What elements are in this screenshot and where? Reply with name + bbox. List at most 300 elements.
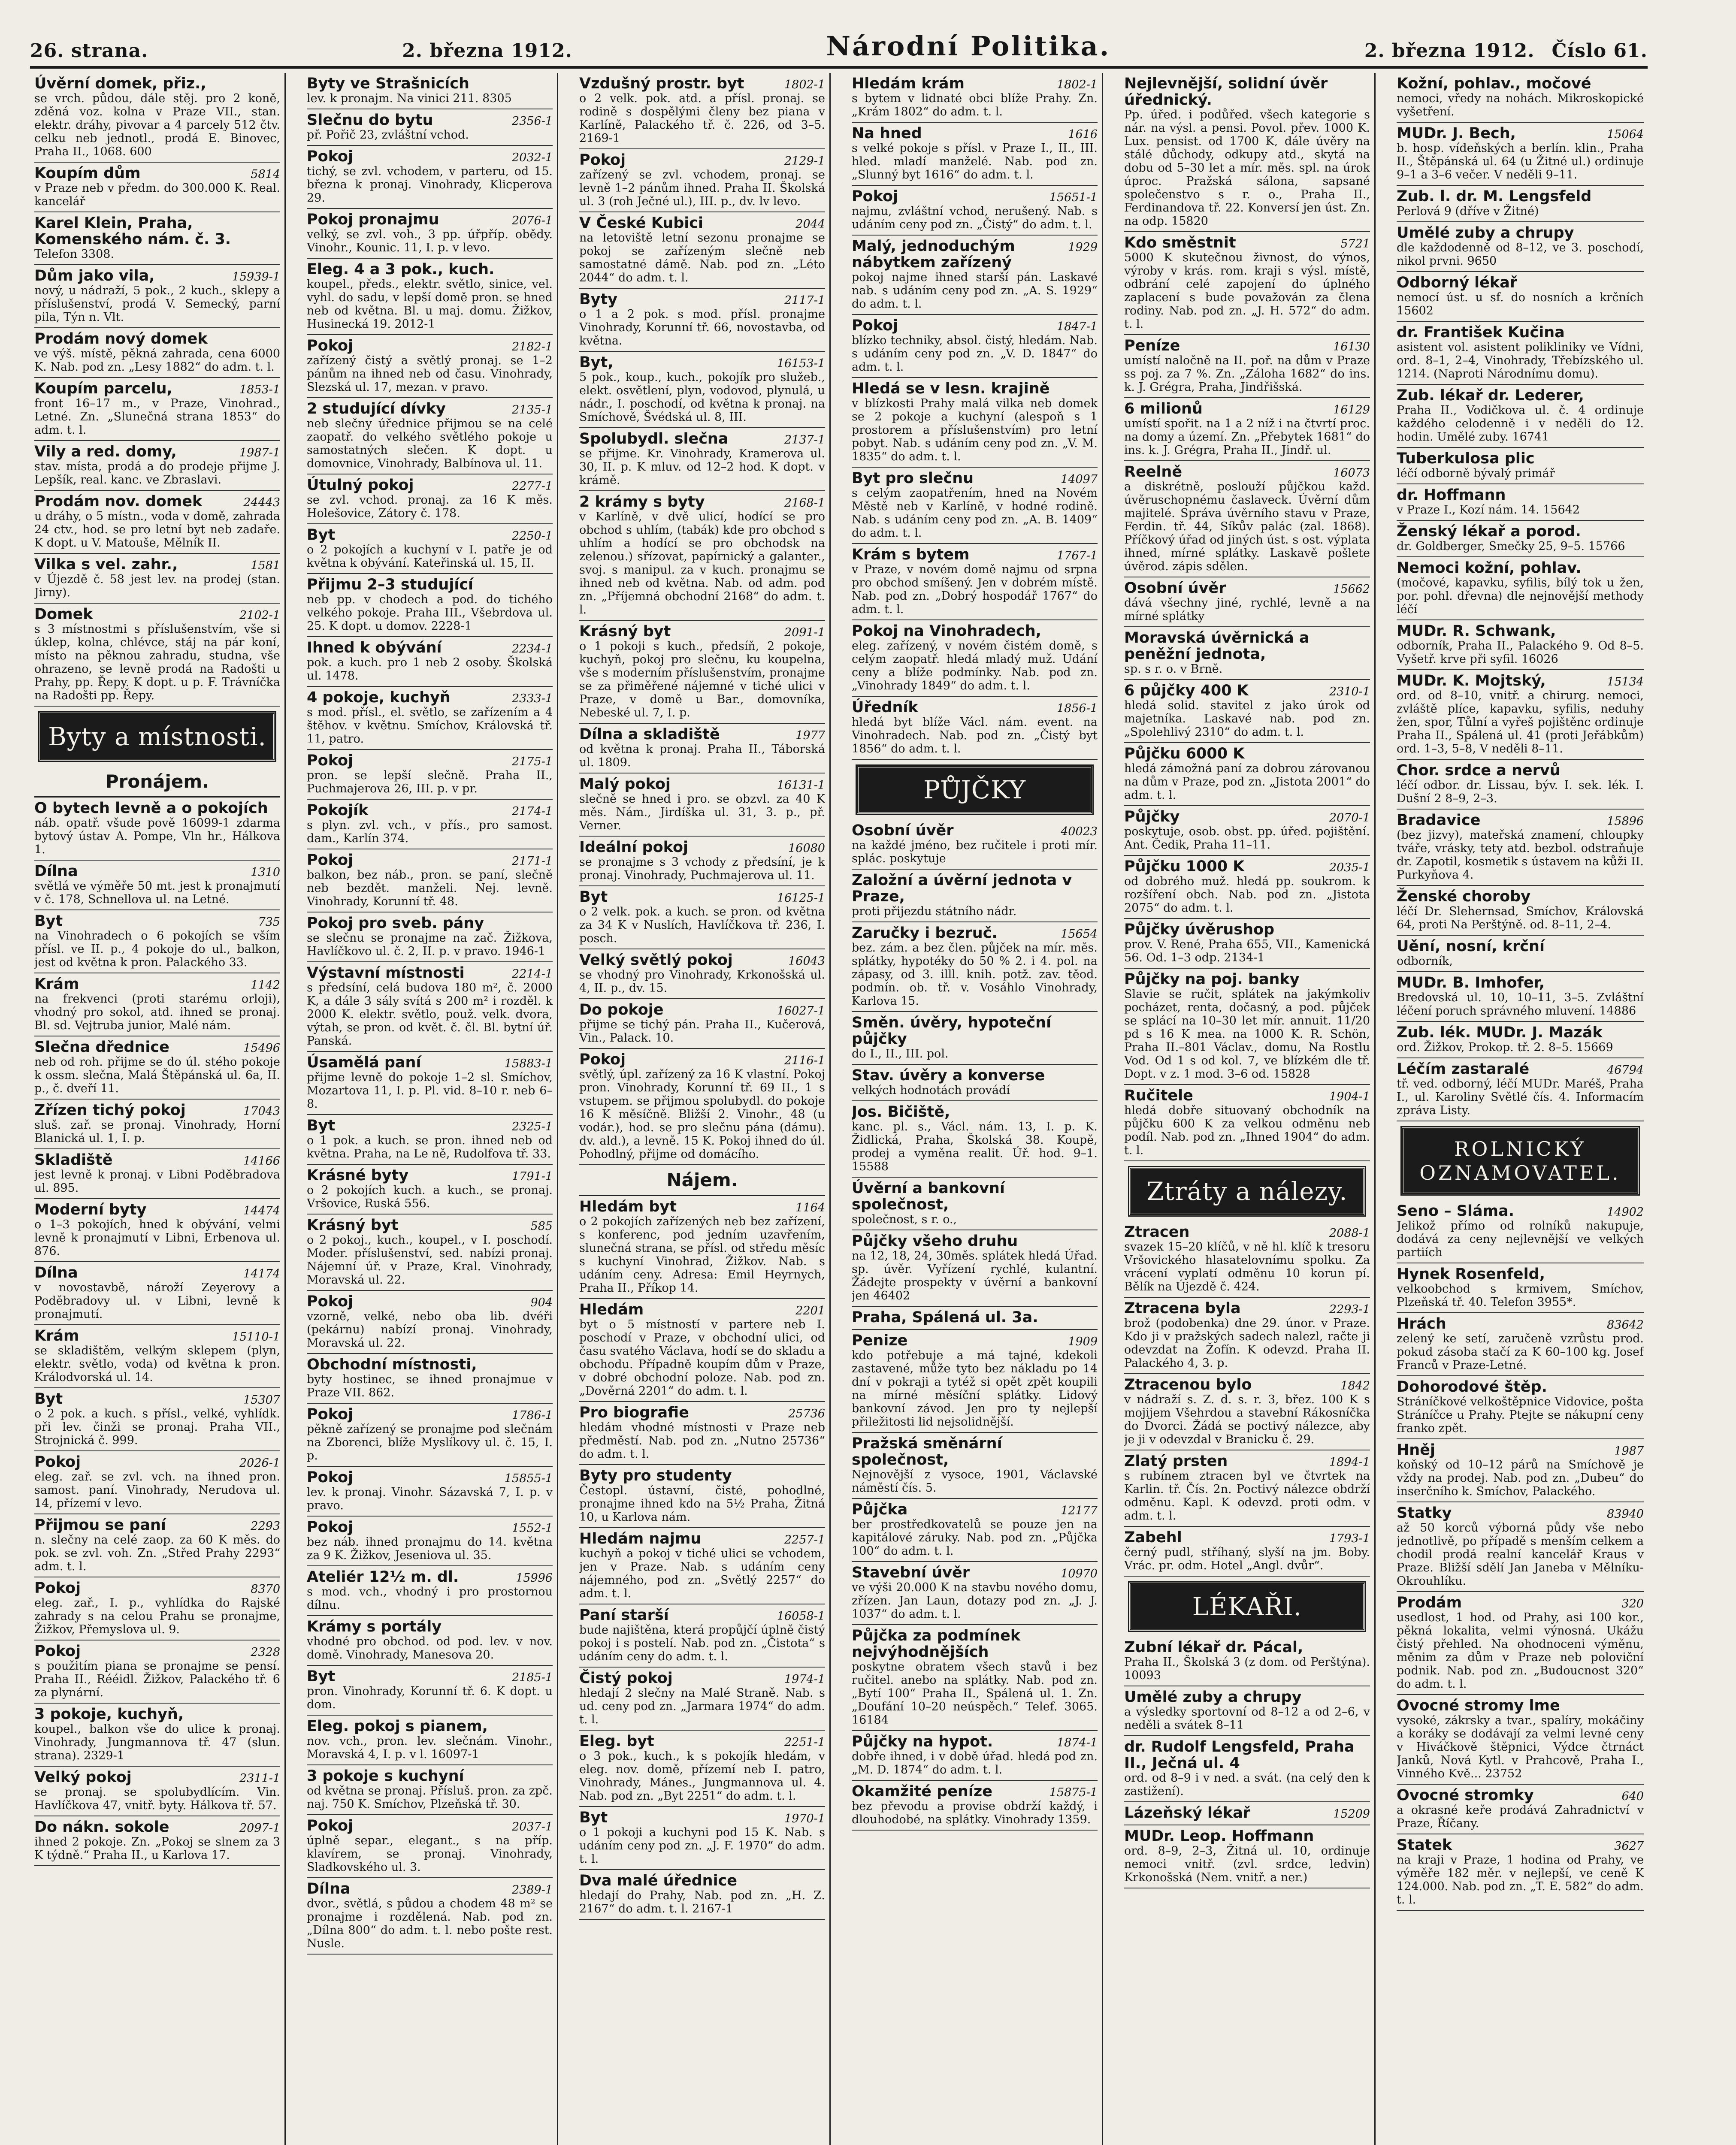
- ad-header: [579, 1531, 825, 1547]
- ad-title: Pokoj: [307, 852, 354, 869]
- ad-reference-number: 83940: [1607, 1508, 1644, 1521]
- section-subheading: Nájem.: [579, 1165, 825, 1196]
- ad-reference-number: 2035-1: [1329, 861, 1370, 874]
- ad-body-text: náb. opatř. všude pově 16099-1 zdarma bytový ústav A. Pompe, Vln hr., Hálkova 1.: [34, 816, 280, 856]
- ad-header: [307, 527, 553, 543]
- classified-ad: [34, 328, 280, 378]
- ad-body-text: o 1 pokoji a kuchyni pod 15 K. Nab. s udáním ceny pod zn. „J. F. 1970“ do adm. t. l.: [579, 1826, 825, 1866]
- ad-reference-number: 2026-1: [239, 1456, 280, 1470]
- ad-header: [579, 1405, 825, 1421]
- ad-title: Krásné byty: [307, 1167, 409, 1184]
- ad-reference-number: 15496: [243, 1042, 280, 1055]
- classified-ad: [1124, 461, 1370, 577]
- classified-ad: [1124, 743, 1370, 806]
- classified-ad: [307, 1815, 553, 1878]
- ad-body-text: o 2 pokojích zařízených neb bez zařízení, s konferenc, pod jedním uzavřením, slunečná strana, se přísl. od středu měsíc s kuchyní Vinohrad, Žižkov. Nab. s udáním ceny. Adresa: Emil Heyrnych, Praha II., Příkop 14.: [579, 1215, 825, 1295]
- classified-ad: [34, 1451, 280, 1514]
- ad-reference-number: 17043: [243, 1105, 280, 1118]
- ad-header: [1124, 464, 1370, 480]
- classified-ad: [1397, 1200, 1644, 1263]
- ad-title: Dílna: [307, 1880, 351, 1897]
- ad-header: [579, 1810, 825, 1826]
- ad-body-text: s rubínem ztracen byl ve čtvrtek na Karlin. tř. Čís. 2n. Poctivý nálezce obdrží odměnu. Kapl. K odevzd. proti odm. v adm. t. l.: [1124, 1469, 1370, 1523]
- ad-title: Hledám najmu: [579, 1530, 702, 1547]
- ad-body-text: hledá dobře situovaný obchodník na půjčku 600 K za velkou odměnu neb podíl. Nab. pod zn. „Ihned 1904“ do adm. t. l.: [1124, 1104, 1370, 1157]
- ad-title: Osobní úvěr: [852, 822, 954, 839]
- ad-header: [34, 331, 280, 347]
- ad-body-text: se zvl. vchod. pronaj. za 16 K měs. Holešovice, Zátory č. 178.: [307, 493, 553, 520]
- classified-ad: [1397, 810, 1644, 886]
- ad-body-text: s předsíní, celá budova 180 m², č. 2000 K, a dále 3 sály svítá s 200 m² i rozděl. k 2000 K. elektr. světlo, použ. velk. dvora, výtah, se pron. od květ. č. čl. Bl. bytní úř. Panská.: [307, 981, 553, 1048]
- ad-body-text: dvor., světlá, s půdou a chodem 48 m² se pronajme i rozdělená. Nab. pod zn. „Dílna 800“ do adm. t. l. nebo pošte rest. Nusle.: [307, 1897, 553, 1950]
- ad-header: [1397, 450, 1644, 467]
- ad-header: [34, 1643, 280, 1659]
- ad-body-text: hledají 2 slečny na Malé Straně. Nab. s ud. ceny pod zn. „Jarmara 1974“ do adm. t. l.: [579, 1686, 825, 1726]
- ad-reference-number: 15939-1: [232, 270, 280, 284]
- ad-title: Jos. Bičiště,: [852, 1103, 950, 1121]
- ad-reference-number: 16058-1: [777, 1610, 825, 1623]
- ad-header: [852, 1180, 1098, 1213]
- ad-title: Směn. úvěry, hypoteční půjčky: [852, 1014, 1052, 1048]
- ad-reference-number: 1581: [251, 559, 280, 572]
- ad-header: [1124, 76, 1370, 108]
- ad-header: [34, 76, 280, 92]
- ad-body-text: pok. a kuch. pro 1 neb 2 osoby. Školská ul. 1478.: [307, 656, 553, 683]
- ad-body-text: svazek 15–20 klíčů, v ně hl. klíč k tresoru Vršovického hlasatelovnímu spolku. Za vrácení vyplatí odměnu 10 korun pí. Bělík na Újezdě č. 424.: [1124, 1240, 1370, 1293]
- section-banner: Byty a místnosti.: [39, 713, 275, 761]
- ad-body-text: poskytne obratem všech stavů i bez ručitel. anebo na splátky. Nab. pod zn. „Bytí 100“ Praha II., Spálená ul. 1. Zn. „Doufání 10–20 neúspěch.“ Telef. 3065. 16184: [852, 1660, 1098, 1727]
- ad-reference-number: 15654: [1061, 927, 1098, 941]
- ad-reference-number: 16131-1: [777, 779, 825, 792]
- ad-header: [307, 148, 553, 165]
- ad-title: Zaručky i bezruč.: [852, 924, 998, 942]
- classified-ad: [307, 1165, 553, 1214]
- ad-title: dr. Hoffmann: [1397, 486, 1506, 504]
- ad-body-text: n. slečny na celé zaop. za 60 K měs. do pok. se zvl. voh. Zn. „Střed Prahy 2293“ adm. t. l.: [34, 1533, 280, 1573]
- ad-reference-number: 2102-1: [239, 609, 280, 622]
- ad-reference-number: 1987: [1614, 1444, 1644, 1458]
- ad-header: [579, 623, 825, 640]
- ad-title: Byty: [579, 291, 618, 308]
- ad-title: Vily a red. domy,: [34, 443, 177, 460]
- classified-ad: [1124, 1527, 1370, 1577]
- ad-body-text: o 3 pok., kuch., k s pokojík hledám, v eleg. nov. domě, přízemí neb I. patro, Vinohrady, Mánes., Jungmannova ul. 4. Nab. pod zn. „Byt 2251“ do adm. t. l.: [579, 1749, 825, 1803]
- ad-body-text: stav. místa, prodá a do prodeje přijme J. Lepšík, real. kanc. ve Zbraslavi.: [34, 460, 280, 486]
- classified-ad: [34, 441, 280, 491]
- ad-body-text: od května se pronaj. Přísluš. pron. za zpč. naj. 750 K. Smíchov, Plzeňská tř. 30.: [307, 1784, 553, 1811]
- classified-ad: [579, 1299, 825, 1402]
- ad-reference-number: 1842: [1340, 1379, 1370, 1393]
- ad-title: Karel Klein, Praha, Komenského nám. č. 3.: [34, 214, 231, 248]
- ad-reference-number: 1853-1: [239, 383, 280, 396]
- ad-body-text: sp. s r. o. v Brně.: [1124, 662, 1223, 676]
- ad-header: [307, 1668, 553, 1685]
- classified-ad: [307, 109, 553, 146]
- ad-header: [34, 606, 280, 622]
- classified-ad: [852, 378, 1098, 468]
- classified-ad: [1397, 1592, 1644, 1695]
- ad-title: Ztracenou bylo: [1124, 1376, 1252, 1393]
- ad-header: [1397, 188, 1644, 205]
- ad-title: Hledá se v lesn. krajině: [852, 380, 1050, 397]
- ad-header: [307, 1718, 553, 1734]
- classified-ad: [1397, 1058, 1644, 1121]
- classified-ad: [34, 1100, 280, 1149]
- ad-title: Vzdušný prostr. byt: [579, 75, 744, 92]
- ad-body-text: koupel., balkon vše do ulice k pronaj. Vinohrady, Jungmannova tř. 47 (slun. strana). 2329-1: [34, 1722, 280, 1762]
- ad-body-text: Slavie se ručit, splátek na jakýmkoliv pocházet, renta, dočasný, a pod. půjček se splácí na 10–30 let mír. annuit. 11/20 pd s 16 K mea. na 1000 K. R. Schön, Praha II.–801 Václav., domu, Na Rostlu Vod. Od 1 s od kol. 7, ve blízkém dle tř. Dopt. v z. 1 mod. 3–6 od. 15828: [1124, 988, 1370, 1081]
- ad-title: Velký pokoj: [34, 1769, 132, 1786]
- classified-ad: [34, 554, 280, 604]
- ad-title: Byt: [579, 888, 608, 906]
- ad-header: [579, 354, 825, 371]
- classified-ad: [852, 123, 1098, 186]
- classified-ad: [1397, 322, 1644, 385]
- ad-body-text: o 1 pok. a kuch. se pron. ihned neb od května. Praha, na Le ně, Rudolfova tř. 33.: [307, 1134, 553, 1160]
- ad-reference-number: 2389-1: [511, 1883, 553, 1897]
- ad-title: Krám: [34, 1327, 79, 1344]
- masthead: [30, 26, 1648, 69]
- classified-ad: [1124, 1298, 1370, 1374]
- ad-title: Půjčky: [1124, 808, 1180, 825]
- ad-header: [1397, 1203, 1644, 1219]
- ad-header: [852, 1309, 1098, 1326]
- ad-body-text: s bytem v lidnaté obci blíže Prahy. Zn. „Krám 1802“ do adm. t. l.: [852, 92, 1098, 118]
- ad-title: Pokoj: [579, 151, 626, 169]
- classified-ad: [307, 1354, 553, 1404]
- ad-reference-number: 1802-1: [1056, 78, 1098, 91]
- classified-ad: [852, 1101, 1098, 1178]
- ad-title: Ateliér 12½ m. dl.: [307, 1568, 459, 1586]
- ad-title: Lázeňský lékař: [1124, 1804, 1250, 1822]
- ad-reference-number: 1929: [1068, 241, 1098, 254]
- classified-ad: [307, 849, 553, 912]
- classified-ad: [1397, 1695, 1644, 1785]
- ad-title: Zlatý prsten: [1124, 1453, 1228, 1470]
- ad-header: [1397, 1442, 1644, 1458]
- ad-header: [852, 470, 1098, 486]
- classified-ad: [579, 837, 825, 886]
- ad-title: Čistý pokoj: [579, 1670, 673, 1687]
- ad-body-text: ord. 8–9, 2–3, Žitná ul. 10, ordinuje nemoci vnitř. (zvl. srdce, ledvin) Krkonošská (Nem. vnitř. a ner.): [1124, 1844, 1370, 1884]
- ad-reference-number: 24443: [243, 496, 280, 509]
- ad-header: [34, 215, 280, 248]
- ad-header: [852, 1502, 1098, 1518]
- classified-ad: [307, 1052, 553, 1115]
- ad-body-text: poskytuje, osob. obst. pp. úřed. pojištění. Ant. Čedik, Praha 11–11.: [1124, 825, 1370, 852]
- classified-ad: [852, 1307, 1098, 1330]
- ad-body-text: pron. Vinohrady, Korunní tř. 6. K dopt. u dom.: [307, 1685, 553, 1711]
- ad-reference-number: 1142: [251, 979, 280, 992]
- ad-body-text: společnost, s r. o.,: [852, 1213, 957, 1226]
- ad-title: Pokoj: [307, 337, 354, 354]
- ad-body-text: dle každodenně od 8–12, ve 3. poschodí, nikol prvni. 9650: [1397, 241, 1644, 268]
- ad-header: [1397, 487, 1644, 503]
- ad-title: Byt: [307, 1117, 336, 1134]
- ad-reference-number: 16043: [788, 955, 825, 968]
- ad-body-text: o 1–3 pokojích, hned k obývání, velmi levně k pronajmutí v Libni, Erbenova ul. 876.: [34, 1218, 280, 1258]
- ad-reference-number: 2201: [795, 1304, 825, 1317]
- ad-title: Pokoj: [307, 1469, 354, 1486]
- ad-title: 2 krámy s byty: [579, 493, 705, 511]
- ad-title: Penize: [852, 1332, 908, 1349]
- classified-ad: [852, 73, 1098, 123]
- ad-reference-number: 2328: [251, 1646, 280, 1659]
- ad-title: Hledám: [579, 1301, 644, 1318]
- ad-title: Malý pokoj: [579, 776, 671, 793]
- ad-body-text: umístí spořit. na 1 a 2 níž i na čtvrtí proc. na domy a území. Zn. „Přebytek 1681“ do ins. k. J. Grégra, Praha II., Jindř. ul.: [1124, 417, 1370, 457]
- ad-header: [1397, 125, 1644, 142]
- classified-ad: [1397, 1834, 1644, 1911]
- classified-ad: [307, 398, 553, 474]
- ad-title: Půjčku 1000 K: [1124, 858, 1245, 875]
- ad-reference-number: 2293: [251, 1520, 280, 1533]
- ad-title: Dílna: [34, 863, 78, 880]
- ad-reference-number: 15855-1: [504, 1472, 553, 1485]
- ad-body-text: na každé jméno, bez ručitele i proti mír. splác. poskytuje: [852, 839, 1098, 865]
- ad-header: [579, 889, 825, 905]
- ad-body-text: Bredovská ul. 10, 10–11, 3–5. Zvláštní léčení poruch správného mluvení. 14886: [1397, 991, 1644, 1018]
- ad-reference-number: 2277-1: [511, 480, 553, 493]
- ad-title: Hrách: [1397, 1315, 1446, 1332]
- ad-reference-number: 640: [1621, 1790, 1644, 1803]
- ad-header: [34, 1328, 280, 1344]
- ad-body-text: Praha II., Vodičkova ul. č. 4 ordinuje každého celodenně i v neděli do 12. hodin. Umělé zuby. 16741: [1397, 404, 1644, 444]
- ad-body-text: a výsledky sportovní od 8–12 a od 2–6, v neděli a svátek 8–11: [1124, 1705, 1370, 1732]
- ad-reference-number: 1164: [795, 1201, 825, 1214]
- classified-ad: [1397, 557, 1644, 620]
- ad-header: [307, 477, 553, 493]
- ad-title: Úředník: [852, 699, 918, 716]
- ad-reference-number: 40023: [1061, 825, 1098, 838]
- ad-body-text: Telefon 3308.: [34, 248, 115, 261]
- ad-reference-number: 2174-1: [511, 805, 553, 818]
- ad-header: [1397, 1595, 1644, 1611]
- ad-reference-number: 3627: [1614, 1840, 1644, 1853]
- ad-title: Zabehl: [1124, 1529, 1182, 1546]
- classified-ad: [34, 73, 280, 163]
- ad-header: [1397, 324, 1644, 341]
- ad-body-text: v Újezdě č. 58 jest lev. na prodej (stan. Jirny).: [34, 573, 280, 599]
- ad-title: Okamžité peníze: [852, 1783, 992, 1800]
- ad-reference-number: 2168-1: [784, 496, 825, 510]
- classified-ad: [1397, 484, 1644, 521]
- ad-title: Eleg. byt: [579, 1733, 654, 1750]
- ad-title: Zub. lék. MUDr. J. Mazák: [1397, 1024, 1603, 1041]
- ad-title: MUDr. Leop. Hoffmann: [1124, 1828, 1314, 1845]
- classified-ad: [307, 1566, 553, 1616]
- classified-ad: [307, 335, 553, 398]
- ad-header: [1397, 812, 1644, 828]
- ad-body-text: hledám vhodné místnosti v Praze neb předměstí. Nab. pod zn. „Nutno 25736“ do adm. t. l.: [579, 1421, 825, 1461]
- ad-body-text: Perlová 9 (dříve v Žitné): [1397, 205, 1539, 218]
- ad-header: [579, 839, 825, 855]
- ad-body-text: v Karlíně, v dvě ulicí, hodící se pro obchod s uhlím, (tabák) kde pro obchod s uhlím a hodící se pro obchodsk na zelenou.) sřízovat, papírnický a galanter., svoj. s manipul. za v kuch. pronajmu se ihned neb od května. Nab. od adm. pod zn. „Příjemná obchodní 2168“ do adm. t. l.: [579, 510, 825, 616]
- ad-header: [1397, 225, 1644, 241]
- ad-title: Bradavice: [1397, 812, 1481, 829]
- classified-ad: [579, 289, 825, 352]
- ad-reference-number: 2175-1: [511, 755, 553, 768]
- ad-header: [852, 1233, 1098, 1249]
- ad-title: Pokoj pronajmu: [307, 211, 439, 228]
- classified-ad: [1124, 1686, 1370, 1736]
- ad-body-text: zařízený se zvl. vchodem, pronaj. se levně 1–2 pánům ihned. Praha II. Školská ul. 3 (roh Ječné ul.), III. p., dv. lv levo.: [579, 168, 825, 208]
- ad-title: Půjčky úvěrushop: [1124, 921, 1275, 938]
- ad-body-text: dr. Goldberger, Smečky 25, 9–5. 15766: [1397, 540, 1625, 553]
- classified-ad: [1124, 1802, 1370, 1825]
- classified-ad: [307, 1214, 553, 1291]
- classified-ad: [852, 870, 1098, 922]
- ad-header: [307, 112, 553, 128]
- ad-body-text: 5000 K skutečnou živnost, do výnos, výroby v krás. rom. kraji s výsl. místě, odbrání celé zapojení do úplného zaplacení s bude považován za člena rodiny. Nab. pod zn. „J. H. 572“ do adm. t. l.: [1124, 251, 1370, 331]
- ad-title: Krásný byt: [579, 623, 671, 640]
- ad-body-text: v novostavbě, nároží Zeyerovy a Poděbradovy ul. v Libni, levně k pronajmutí.: [34, 1281, 280, 1321]
- ad-body-text: pron. se lepší slečně. Praha II., Puchmajerova 26, III. p. v pr.: [307, 769, 553, 795]
- ad-title: Pokoj: [852, 188, 898, 205]
- ad-title: Slečna dřednice: [34, 1039, 169, 1056]
- ad-title: Výstavní místnosti: [307, 964, 465, 982]
- ad-title: Pro biografie: [579, 1404, 689, 1421]
- classified-ad: [307, 524, 553, 574]
- classified-ad: [1397, 385, 1644, 448]
- classified-ad: [852, 544, 1098, 620]
- ad-reference-number: 14902: [1607, 1205, 1644, 1219]
- classified-ad: [1397, 886, 1644, 936]
- ad-header: [1124, 971, 1370, 988]
- ad-body-text: najmu, zvláštní vchod, nerušený. Nab. s udáním ceny pod zn. „Čistý“ do adm. t. l.: [852, 205, 1098, 231]
- ad-body-text: front 16–17 m., v Praze, Vinohrad., Letné. Zn. „Slunečná strana 1853“ do adm. t. l.: [34, 397, 280, 437]
- ad-title: 3 pokoje s kuchyní: [307, 1767, 464, 1785]
- ad-body-text: až 50 korců výborná půdy vše nebo jednotlivě, po případě s menším celkem a chodil prodá realní kancelář Kraus v Praze. Bližší sdělí Jan Janeba v Mělníku-Okrouhlíku.: [1397, 1521, 1644, 1588]
- classified-ad: [579, 428, 825, 491]
- ad-reference-number: 1802-1: [784, 78, 825, 91]
- classified-ad: [1124, 232, 1370, 335]
- classified-ad: [1124, 856, 1370, 919]
- ad-body-text: dává všechny jiné, rychlé, levně a na mírné splátky: [1124, 596, 1370, 623]
- classified-ad: [1397, 448, 1644, 484]
- ad-title: Dílna a skladiště: [579, 726, 720, 743]
- ad-title: Ideální pokoj: [579, 839, 689, 856]
- classified-ad: [307, 1666, 553, 1716]
- ad-header: [852, 925, 1098, 941]
- classified-ad: [579, 1049, 825, 1165]
- ad-header: [852, 76, 1098, 92]
- ad-body-text: usedlost, 1 hod. od Prahy, asi 100 kor., pěkná lokalita, velmi výnosná. Ukážu čistý přehled. Na ohodnoceni výměnu, měnim za dům v Praze neb poloviční podnik. Nab. pod zn. „Budoucnost 320“ do adm. t. l.: [1397, 1611, 1644, 1691]
- classified-ad: [1124, 806, 1370, 856]
- classified-ad: [1124, 1221, 1370, 1298]
- ad-header: [34, 1102, 280, 1118]
- classified-ad: [579, 1870, 825, 1920]
- ad-body-text: se pronajme s 3 vchody z předsíní, je k pronaj. Vinohrady, Puchmajerova ul. 11.: [579, 855, 825, 882]
- classified-ad: [307, 259, 553, 335]
- ad-reference-number: 2044: [795, 218, 825, 231]
- ad-title: Pokoj: [579, 1051, 626, 1068]
- ad-title: Velký světlý pokoj: [579, 952, 733, 969]
- ad-header: [1397, 1787, 1644, 1804]
- classified-ad: [1397, 1022, 1644, 1058]
- ad-reference-number: 15875-1: [1049, 1786, 1098, 1799]
- ad-body-text: Pp. úřed. i podůřed. všech kategorie s nár. na výsl. a pensi. Povol. přev. 1000 K. Lux. pensist. od 1700 K, dále úvěry na stálé důchody, odkupy atd., skytá na dobu od 5–30 let a mír. měs. spl. na úrok úproc. Pražská sálona, sapsané společenstvo s r. o., Praha II., Ferdinandova tř. 22. Konversí jen úst. Zn. na odp. 15820: [1124, 108, 1370, 228]
- ad-header: [852, 1565, 1098, 1581]
- classified-ad: [1124, 398, 1370, 461]
- ad-reference-number: 2135-1: [511, 403, 553, 417]
- ad-reference-number: 2310-1: [1329, 685, 1370, 698]
- ad-reference-number: 1793-1: [1329, 1532, 1370, 1545]
- issue-date-left: 2. března 1912.: [402, 40, 572, 62]
- ad-body-text: brož (podobenka) dne 29. únor. v Praze. Kdo ji v pražských sadech nalezl, račte ji odevzdat na Žofín. K odevzd. Praha II. Palackého 4, 3. p.: [1124, 1317, 1370, 1370]
- ad-body-text: lev. k pronajm. Na vinici 211. 8305: [307, 92, 512, 105]
- ad-header: [579, 431, 825, 447]
- classified-ad: [852, 620, 1098, 697]
- ad-body-text: eleg. zař., I. p., vyhlídka do Rajské zahrady s na celou Prahu se pronajme, Žižkov, Přemyslova ul. 9.: [34, 1596, 280, 1636]
- classified-ad: [579, 1668, 825, 1731]
- ad-body-text: eleg. zař. se zvl. vch. na ihned pron. samost. paní. Vinohrady, Nerudova ul. 14, přízemí v levo.: [34, 1470, 280, 1510]
- ad-header: [579, 952, 825, 968]
- classified-ad: [1124, 1374, 1370, 1450]
- ad-title: Byt,: [579, 354, 614, 371]
- ad-reference-number: 15307: [243, 1393, 280, 1407]
- ad-body-text: s 3 místnostmi s příslušenstvím, vše si úklep, kolna, chlévce, stáj na pár koní, místo na pěknou zahradu, studna, vše ohrazeno, se levně prodá na Radošti u Prahy, pp. Řepy. K dopt. u p. F. Trávníčka na Radošti pp. Řepy.: [34, 622, 280, 702]
- section-banner: LÉKAŘI.: [1129, 1583, 1365, 1631]
- ad-header: [852, 1734, 1098, 1750]
- classified-ad: [34, 491, 280, 554]
- ad-title: Krám s bytem: [852, 546, 970, 563]
- ad-body-text: Praha II., Školská 3 (z dom. od Perštýna). 10093: [1124, 1656, 1370, 1682]
- column-4: [847, 73, 1103, 2145]
- ad-title: Pokoj: [852, 317, 898, 334]
- classified-ad: [579, 73, 825, 149]
- ad-body-text: odborník, Praha II., Palackého 9. Od 8–5. Vyšetř. krve při syfil. 16026: [1397, 639, 1644, 666]
- ad-body-text: eleg. zařízený, v novém čistém domě, s celým zaopatř. hledá mladý muž. Udání ceny a blíže podmínky. Nab. pod zn. „Vinohrady 1849“ do adm. t. l.: [852, 639, 1098, 692]
- ad-reference-number: 16073: [1333, 466, 1370, 480]
- ad-header: [579, 494, 825, 510]
- ad-header: [34, 1202, 280, 1218]
- ad-header: [1397, 1316, 1644, 1332]
- ad-title: Pokoj: [307, 148, 354, 165]
- classified-ad: [1397, 222, 1644, 272]
- classified-ad: [34, 1199, 280, 1262]
- ad-reference-number: 2037-1: [511, 1820, 553, 1834]
- classified-ad: [34, 1767, 280, 1816]
- classified-ad: [852, 1731, 1098, 1781]
- classified-ad: [307, 800, 553, 849]
- classified-ad: [307, 1616, 553, 1666]
- ad-reference-number: 15110-1: [232, 1330, 280, 1344]
- ad-header: [579, 1302, 825, 1318]
- classified-ad: [852, 1178, 1098, 1230]
- classified-ad: [579, 1402, 825, 1465]
- ad-title: Moravská úvěrnická a peněžní jednota,: [1124, 629, 1310, 663]
- ad-body-text: se vrch. půdou, dále stěj. pro 2 koně, zděná voz. kolna v Praze VII., stan. elektr. dráhy, pivovar a 4 parcely 512 čtv. celku neb jednotl., prodá E. Binovec, Praha II., 1068. 600: [34, 92, 280, 158]
- ad-body-text: pěkně zařízený se pronajme pod slečnám na Zborenci, blíže Myslíkovy ul. č. 15, I. p.: [307, 1423, 553, 1462]
- ad-body-text: zelený ke setí, zaručeně vzrůstu prod. pokud zásoba stačí za K 60–100 kg. Josef Franců v Praze-Letné.: [1397, 1332, 1644, 1372]
- ad-body-text: v nádraží s. Z. d. s. r. 3, břez. 100 K s mojijem Všehrdou a stavební Rákosníčka do Dvorci. Žádá se poctivý nálezce, aby je ji v odevzdal v Branicku č. 29.: [1124, 1393, 1370, 1446]
- ad-reference-number: 1552-1: [511, 1522, 553, 1535]
- ad-reference-number: 1767-1: [1056, 549, 1098, 562]
- page-number: 26. strana.: [30, 40, 148, 62]
- ad-header: [34, 976, 280, 992]
- ad-header: [1124, 235, 1370, 251]
- ad-body-text: (bez jizvy), mateřská znamení, chloupky tváře, vrásky, tety atd. bezbol. odstraňuje dr. Zapotil, kosmetik s ústavem na kůži II. Purkyňova 4.: [1397, 828, 1644, 882]
- ad-title: Půjčku 6000 K: [1124, 745, 1245, 762]
- classified-ad: [307, 1765, 553, 1815]
- classified-ad: [34, 1704, 280, 1767]
- ad-header: [34, 1454, 280, 1470]
- classified-ad: [1397, 760, 1644, 810]
- classified-ad: [1397, 670, 1644, 760]
- ad-reference-number: 1847-1: [1056, 320, 1098, 333]
- ad-body-text: slečně se hned i pro. se obzvl. za 40 K měs. Nám., Jirdíška ul. 31, 3. p., př. Verner.: [579, 792, 825, 832]
